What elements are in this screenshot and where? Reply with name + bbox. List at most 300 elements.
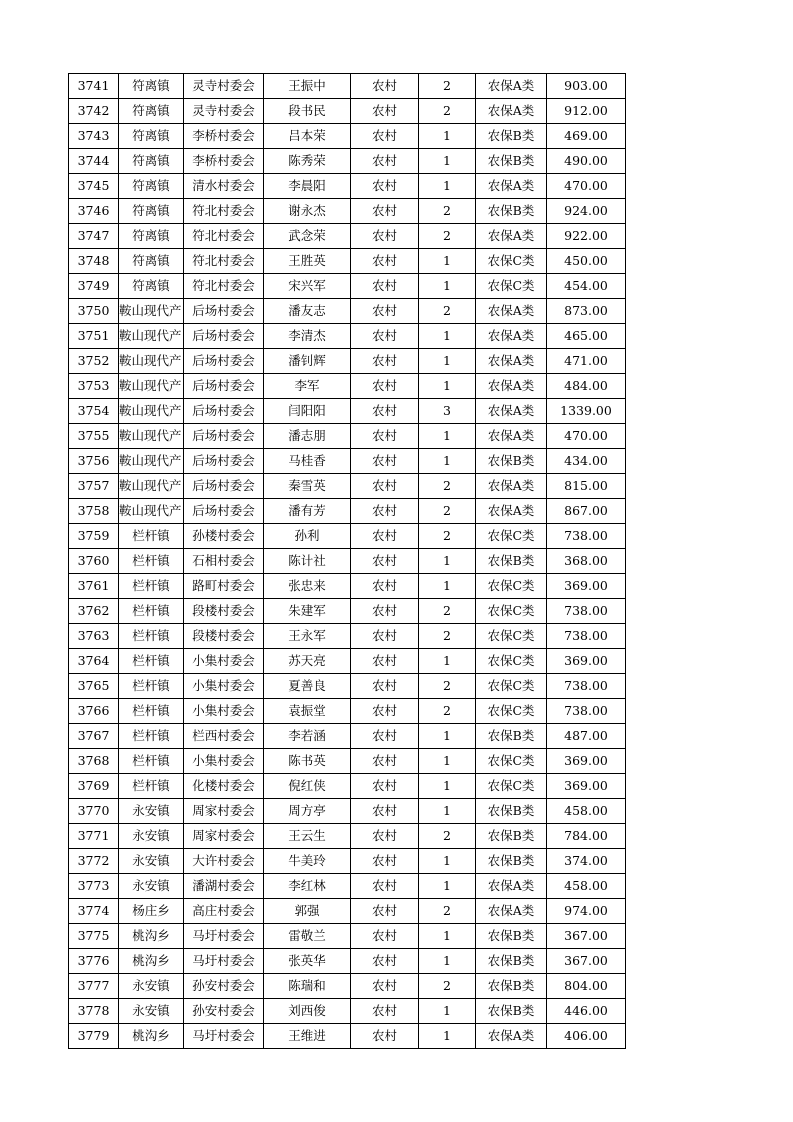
village-cell: 李桥村委会 (184, 124, 264, 149)
table-row (69, 249, 626, 274)
category-cell: 农保C类 (476, 649, 547, 674)
area-type-cell: 农村 (351, 849, 419, 874)
table-row (69, 474, 626, 499)
amount-cell: 974.00 (547, 899, 626, 924)
town-label: 永安镇 (132, 803, 170, 818)
amount-cell: 815.00 (547, 474, 626, 499)
town-label: 符离镇 (132, 253, 170, 268)
table-row (69, 324, 626, 349)
row-id-cell: 3741 (69, 74, 119, 99)
name-cell: 马桂香 (264, 449, 351, 474)
name-cell: 李晨阳 (264, 174, 351, 199)
category-cell: 农保A类 (476, 899, 547, 924)
village-cell: 灵寺村委会 (184, 99, 264, 124)
town-cell (119, 549, 184, 574)
table-row (69, 874, 626, 899)
town-cell (119, 174, 184, 199)
area-type-cell: 农村 (351, 249, 419, 274)
town-label: 符离镇 (132, 278, 170, 293)
town-cell (119, 424, 184, 449)
table-row (69, 274, 626, 299)
amount-cell: 369.00 (547, 574, 626, 599)
village-cell: 符北村委会 (184, 274, 264, 299)
name-cell: 苏天亮 (264, 649, 351, 674)
town-label: 鞍山现代产 (119, 378, 182, 393)
table-row (69, 1024, 626, 1049)
row-id-cell: 3766 (69, 699, 119, 724)
count-cell: 2 (419, 224, 476, 249)
row-id-cell: 3752 (69, 349, 119, 374)
row-id-cell: 3775 (69, 924, 119, 949)
row-id-cell: 3743 (69, 124, 119, 149)
table-row (69, 99, 626, 124)
category-cell: 农保A类 (476, 474, 547, 499)
name-cell: 王云生 (264, 824, 351, 849)
town-label: 符离镇 (132, 128, 170, 143)
table-row (69, 224, 626, 249)
area-type-cell: 农村 (351, 424, 419, 449)
town-label: 永安镇 (132, 828, 170, 843)
count-cell: 2 (419, 824, 476, 849)
row-id-cell: 3755 (69, 424, 119, 449)
town-cell (119, 274, 184, 299)
town-label: 鞍山现代产 (119, 503, 182, 518)
amount-cell: 784.00 (547, 824, 626, 849)
town-label: 符离镇 (132, 103, 170, 118)
town-label: 符离镇 (132, 153, 170, 168)
amount-cell: 738.00 (547, 524, 626, 549)
village-cell: 段楼村委会 (184, 624, 264, 649)
name-cell: 陈计社 (264, 549, 351, 574)
village-cell: 灵寺村委会 (184, 74, 264, 99)
row-id-cell: 3777 (69, 974, 119, 999)
village-cell: 孙楼村委会 (184, 524, 264, 549)
row-id-cell: 3765 (69, 674, 119, 699)
village-cell: 马圩村委会 (184, 1024, 264, 1049)
count-cell: 1 (419, 724, 476, 749)
table-row (69, 649, 626, 674)
table-row (69, 599, 626, 624)
area-type-cell: 农村 (351, 974, 419, 999)
count-cell: 1 (419, 324, 476, 349)
name-cell: 周方亭 (264, 799, 351, 824)
town-cell (119, 74, 184, 99)
name-cell: 牛美玲 (264, 849, 351, 874)
amount-cell: 487.00 (547, 724, 626, 749)
category-cell: 农保A类 (476, 224, 547, 249)
count-cell: 1 (419, 949, 476, 974)
row-id-cell: 3749 (69, 274, 119, 299)
name-cell: 陈秀荣 (264, 149, 351, 174)
town-label: 栏杆镇 (132, 653, 170, 668)
amount-cell: 470.00 (547, 424, 626, 449)
category-cell: 农保C类 (476, 274, 547, 299)
town-cell (119, 774, 184, 799)
town-cell (119, 799, 184, 824)
table-row (69, 849, 626, 874)
town-label: 栏杆镇 (132, 728, 170, 743)
row-id-cell: 3746 (69, 199, 119, 224)
count-cell: 1 (419, 749, 476, 774)
town-label: 符离镇 (132, 178, 170, 193)
village-cell: 后场村委会 (184, 474, 264, 499)
town-cell (119, 874, 184, 899)
area-type-cell: 农村 (351, 674, 419, 699)
category-cell: 农保B类 (476, 974, 547, 999)
row-id-cell: 3742 (69, 99, 119, 124)
row-id-cell: 3778 (69, 999, 119, 1024)
count-cell: 2 (419, 699, 476, 724)
village-cell: 石相村委会 (184, 549, 264, 574)
table-row (69, 624, 626, 649)
amount-cell: 738.00 (547, 599, 626, 624)
town-label: 栏杆镇 (132, 578, 170, 593)
table-row (69, 949, 626, 974)
town-cell (119, 849, 184, 874)
name-cell: 谢永杰 (264, 199, 351, 224)
row-id-cell: 3761 (69, 574, 119, 599)
area-type-cell: 农村 (351, 474, 419, 499)
count-cell: 1 (419, 874, 476, 899)
name-cell: 闫阳阳 (264, 399, 351, 424)
town-label: 永安镇 (132, 1003, 170, 1018)
area-type-cell: 农村 (351, 749, 419, 774)
row-id-cell: 3769 (69, 774, 119, 799)
village-cell: 后场村委会 (184, 424, 264, 449)
table-row (69, 699, 626, 724)
town-cell (119, 949, 184, 974)
table-row (69, 124, 626, 149)
count-cell: 2 (419, 974, 476, 999)
village-cell: 周家村委会 (184, 824, 264, 849)
category-cell: 农保B类 (476, 999, 547, 1024)
town-cell (119, 499, 184, 524)
name-cell: 潘志朋 (264, 424, 351, 449)
town-label: 栏杆镇 (132, 778, 170, 793)
village-cell: 后场村委会 (184, 349, 264, 374)
count-cell: 2 (419, 474, 476, 499)
row-id-cell: 3759 (69, 524, 119, 549)
village-cell: 小集村委会 (184, 674, 264, 699)
category-cell: 农保A类 (476, 874, 547, 899)
row-id-cell: 3753 (69, 374, 119, 399)
count-cell: 1 (419, 849, 476, 874)
table-row (69, 524, 626, 549)
category-cell: 农保A类 (476, 324, 547, 349)
row-id-cell: 3748 (69, 249, 119, 274)
town-label: 鞍山现代产 (119, 403, 182, 418)
table-row (69, 674, 626, 699)
table-row (69, 349, 626, 374)
count-cell: 2 (419, 599, 476, 624)
town-label: 鞍山现代产 (119, 453, 182, 468)
town-cell (119, 224, 184, 249)
town-label: 杨庄乡 (132, 903, 170, 918)
amount-cell: 434.00 (547, 449, 626, 474)
name-cell: 王振中 (264, 74, 351, 99)
amount-cell: 367.00 (547, 924, 626, 949)
name-cell: 潘友志 (264, 299, 351, 324)
table-row (69, 549, 626, 574)
village-cell: 后场村委会 (184, 324, 264, 349)
name-cell: 雷敬兰 (264, 924, 351, 949)
count-cell: 2 (419, 99, 476, 124)
village-cell: 小集村委会 (184, 699, 264, 724)
name-cell: 段书民 (264, 99, 351, 124)
count-cell: 1 (419, 1024, 476, 1049)
name-cell: 潘有芳 (264, 499, 351, 524)
category-cell: 农保B类 (476, 949, 547, 974)
category-cell: 农保A类 (476, 399, 547, 424)
category-cell: 农保C类 (476, 574, 547, 599)
table-row (69, 999, 626, 1024)
count-cell: 2 (419, 524, 476, 549)
village-cell: 马圩村委会 (184, 949, 264, 974)
name-cell: 王永军 (264, 624, 351, 649)
count-cell: 1 (419, 349, 476, 374)
category-cell: 农保B类 (476, 549, 547, 574)
name-cell: 武念荣 (264, 224, 351, 249)
town-label: 栏杆镇 (132, 528, 170, 543)
category-cell: 农保B类 (476, 824, 547, 849)
town-cell (119, 574, 184, 599)
village-cell: 潘湖村委会 (184, 874, 264, 899)
village-cell: 符北村委会 (184, 199, 264, 224)
village-cell: 李桥村委会 (184, 149, 264, 174)
row-id-cell: 3772 (69, 849, 119, 874)
village-cell: 周家村委会 (184, 799, 264, 824)
name-cell: 秦雪英 (264, 474, 351, 499)
town-label: 鞍山现代产 (119, 353, 182, 368)
town-cell (119, 374, 184, 399)
table-row (69, 899, 626, 924)
count-cell: 1 (419, 924, 476, 949)
town-cell (119, 149, 184, 174)
area-type-cell: 农村 (351, 574, 419, 599)
row-id-cell: 3750 (69, 299, 119, 324)
area-type-cell: 农村 (351, 949, 419, 974)
category-cell: 农保B类 (476, 849, 547, 874)
category-cell: 农保A类 (476, 499, 547, 524)
count-cell: 1 (419, 999, 476, 1024)
area-type-cell: 农村 (351, 199, 419, 224)
town-cell (119, 399, 184, 424)
category-cell: 农保A类 (476, 174, 547, 199)
name-cell: 朱建军 (264, 599, 351, 624)
town-cell (119, 249, 184, 274)
town-cell (119, 624, 184, 649)
town-cell (119, 1024, 184, 1049)
name-cell: 袁振堂 (264, 699, 351, 724)
area-type-cell: 农村 (351, 724, 419, 749)
amount-cell: 804.00 (547, 974, 626, 999)
name-cell: 郭强 (264, 899, 351, 924)
table-row (69, 174, 626, 199)
name-cell: 张英华 (264, 949, 351, 974)
name-cell: 王维进 (264, 1024, 351, 1049)
town-label: 栏杆镇 (132, 553, 170, 568)
category-cell: 农保B类 (476, 799, 547, 824)
town-cell (119, 199, 184, 224)
amount-cell: 471.00 (547, 349, 626, 374)
amount-cell: 738.00 (547, 624, 626, 649)
area-type-cell: 农村 (351, 124, 419, 149)
table-row (69, 499, 626, 524)
town-cell (119, 824, 184, 849)
area-type-cell: 农村 (351, 699, 419, 724)
village-cell: 后场村委会 (184, 399, 264, 424)
area-type-cell: 农村 (351, 799, 419, 824)
category-cell: 农保A类 (476, 99, 547, 124)
amount-cell: 484.00 (547, 374, 626, 399)
name-cell: 刘西俊 (264, 999, 351, 1024)
village-cell: 化楼村委会 (184, 774, 264, 799)
town-cell (119, 724, 184, 749)
table-row (69, 924, 626, 949)
table-row (69, 574, 626, 599)
category-cell: 农保A类 (476, 1024, 547, 1049)
town-cell (119, 899, 184, 924)
town-label: 桃沟乡 (132, 928, 170, 943)
town-label: 栏杆镇 (132, 703, 170, 718)
amount-cell: 1339.00 (547, 399, 626, 424)
row-id-cell: 3770 (69, 799, 119, 824)
count-cell: 1 (419, 249, 476, 274)
category-cell: 农保C类 (476, 749, 547, 774)
name-cell: 夏善良 (264, 674, 351, 699)
area-type-cell: 农村 (351, 599, 419, 624)
row-id-cell: 3744 (69, 149, 119, 174)
amount-cell: 369.00 (547, 749, 626, 774)
name-cell: 宋兴军 (264, 274, 351, 299)
town-label: 永安镇 (132, 878, 170, 893)
town-cell (119, 299, 184, 324)
area-type-cell: 农村 (351, 399, 419, 424)
count-cell: 1 (419, 149, 476, 174)
row-id-cell: 3751 (69, 324, 119, 349)
village-cell: 马圩村委会 (184, 924, 264, 949)
count-cell: 1 (419, 424, 476, 449)
table-body (69, 74, 626, 1049)
amount-cell: 369.00 (547, 774, 626, 799)
row-id-cell: 3776 (69, 949, 119, 974)
row-id-cell: 3773 (69, 874, 119, 899)
area-type-cell: 农村 (351, 224, 419, 249)
count-cell: 2 (419, 199, 476, 224)
area-type-cell: 农村 (351, 649, 419, 674)
village-cell: 后场村委会 (184, 499, 264, 524)
table-row (69, 774, 626, 799)
village-cell: 后场村委会 (184, 374, 264, 399)
town-cell (119, 474, 184, 499)
count-cell: 1 (419, 799, 476, 824)
row-id-cell: 3757 (69, 474, 119, 499)
table-row (69, 724, 626, 749)
name-cell: 李若涵 (264, 724, 351, 749)
name-cell: 李红林 (264, 874, 351, 899)
town-label: 桃沟乡 (132, 1028, 170, 1043)
town-cell (119, 749, 184, 774)
amount-cell: 406.00 (547, 1024, 626, 1049)
town-label: 栏杆镇 (132, 753, 170, 768)
count-cell: 2 (419, 299, 476, 324)
village-cell: 小集村委会 (184, 749, 264, 774)
category-cell: 农保C类 (476, 699, 547, 724)
town-label: 鞍山现代产 (119, 328, 182, 343)
area-type-cell: 农村 (351, 824, 419, 849)
count-cell: 1 (419, 549, 476, 574)
count-cell: 2 (419, 899, 476, 924)
area-type-cell: 农村 (351, 774, 419, 799)
count-cell: 1 (419, 574, 476, 599)
amount-cell: 922.00 (547, 224, 626, 249)
category-cell: 农保C类 (476, 774, 547, 799)
town-cell (119, 649, 184, 674)
table-row (69, 299, 626, 324)
category-cell: 农保A类 (476, 349, 547, 374)
amount-cell: 369.00 (547, 649, 626, 674)
count-cell: 3 (419, 399, 476, 424)
category-cell: 农保B类 (476, 149, 547, 174)
village-cell: 大许村委会 (184, 849, 264, 874)
amount-cell: 912.00 (547, 99, 626, 124)
amount-cell: 738.00 (547, 699, 626, 724)
town-cell (119, 974, 184, 999)
area-type-cell: 农村 (351, 624, 419, 649)
amount-cell: 465.00 (547, 324, 626, 349)
town-cell (119, 324, 184, 349)
category-cell: 农保B类 (476, 199, 547, 224)
table-row (69, 399, 626, 424)
town-label: 桃沟乡 (132, 953, 170, 968)
amount-cell: 446.00 (547, 999, 626, 1024)
name-cell: 吕本荣 (264, 124, 351, 149)
category-cell: 农保B类 (476, 124, 547, 149)
amount-cell: 368.00 (547, 549, 626, 574)
name-cell: 倪红侠 (264, 774, 351, 799)
area-type-cell: 农村 (351, 274, 419, 299)
village-cell: 后场村委会 (184, 449, 264, 474)
data-table (68, 73, 626, 1049)
row-id-cell: 3745 (69, 174, 119, 199)
town-label: 永安镇 (132, 853, 170, 868)
name-cell: 李清杰 (264, 324, 351, 349)
count-cell: 2 (419, 74, 476, 99)
table-row (69, 974, 626, 999)
town-cell (119, 124, 184, 149)
area-type-cell: 农村 (351, 449, 419, 474)
village-cell: 段楼村委会 (184, 599, 264, 624)
category-cell: 农保A类 (476, 374, 547, 399)
count-cell: 2 (419, 499, 476, 524)
table-row (69, 149, 626, 174)
name-cell: 王胜英 (264, 249, 351, 274)
village-cell: 高庄村委会 (184, 899, 264, 924)
amount-cell: 367.00 (547, 949, 626, 974)
town-cell (119, 524, 184, 549)
row-id-cell: 3764 (69, 649, 119, 674)
count-cell: 2 (419, 624, 476, 649)
row-id-cell: 3762 (69, 599, 119, 624)
town-label: 符离镇 (132, 203, 170, 218)
area-type-cell: 农村 (351, 149, 419, 174)
area-type-cell: 农村 (351, 349, 419, 374)
row-id-cell: 3771 (69, 824, 119, 849)
town-label: 栏杆镇 (132, 603, 170, 618)
town-label: 鞍山现代产 (119, 428, 182, 443)
area-type-cell: 农村 (351, 374, 419, 399)
category-cell: 农保B类 (476, 924, 547, 949)
